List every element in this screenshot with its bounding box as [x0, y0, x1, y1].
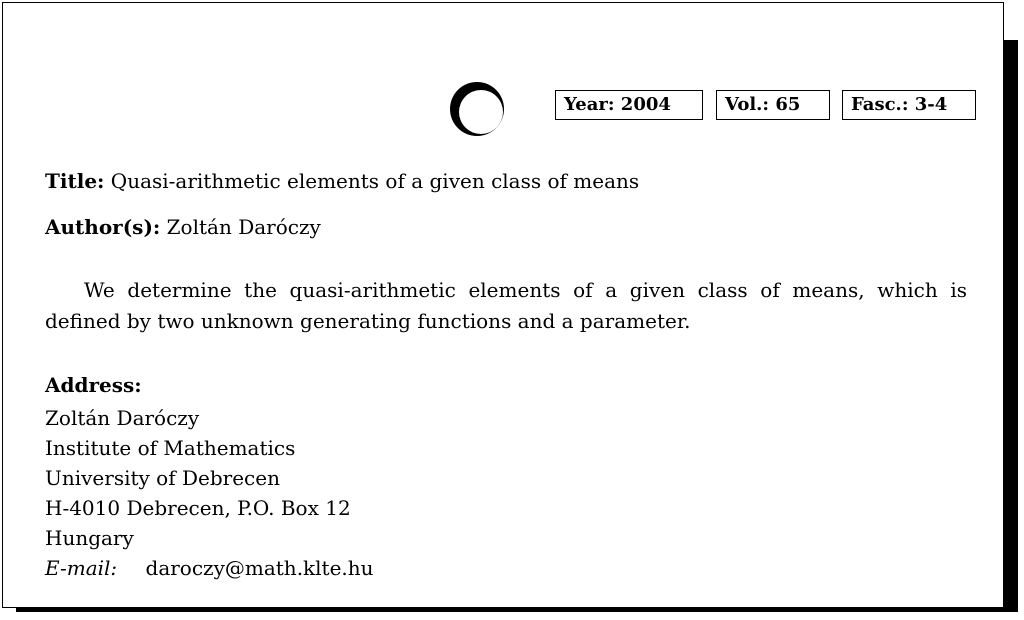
address-label: Address:	[45, 373, 142, 397]
author-row	[45, 215, 321, 239]
address-block	[45, 403, 374, 583]
email-label: E-mail:	[45, 556, 118, 580]
year-badge: Year: 2004	[555, 90, 703, 120]
address-line: University of Debrecen	[45, 466, 280, 490]
title-value: Quasi-arithmetic elements of a given class of means	[110, 169, 640, 193]
address-line: Hungary	[45, 526, 134, 550]
address-line: H-4010 Debrecen, P.O. Box 12	[45, 496, 351, 520]
abstract-text: We determine the quasi-arithmetic elements of a given class of means, which is defined by two unknown generating functions and a parameter.	[45, 278, 967, 333]
address-line: Zoltán Daróczy	[45, 406, 200, 430]
author-value: Zoltán Daróczy	[166, 215, 321, 239]
address-line: Institute of Mathematics	[45, 436, 296, 460]
author-label: Author(s):	[45, 215, 161, 239]
volume-badge: Vol.: 65	[716, 90, 830, 120]
email-address[interactable]: daroczy@math.klte.hu	[145, 556, 374, 580]
title-row	[45, 169, 639, 193]
fascicle-badge: Fasc.: 3-4	[842, 90, 976, 120]
title-label: Title:	[45, 169, 105, 193]
email-row	[45, 553, 374, 583]
paper-card	[2, 2, 1004, 608]
journal-logo-icon	[449, 81, 505, 137]
